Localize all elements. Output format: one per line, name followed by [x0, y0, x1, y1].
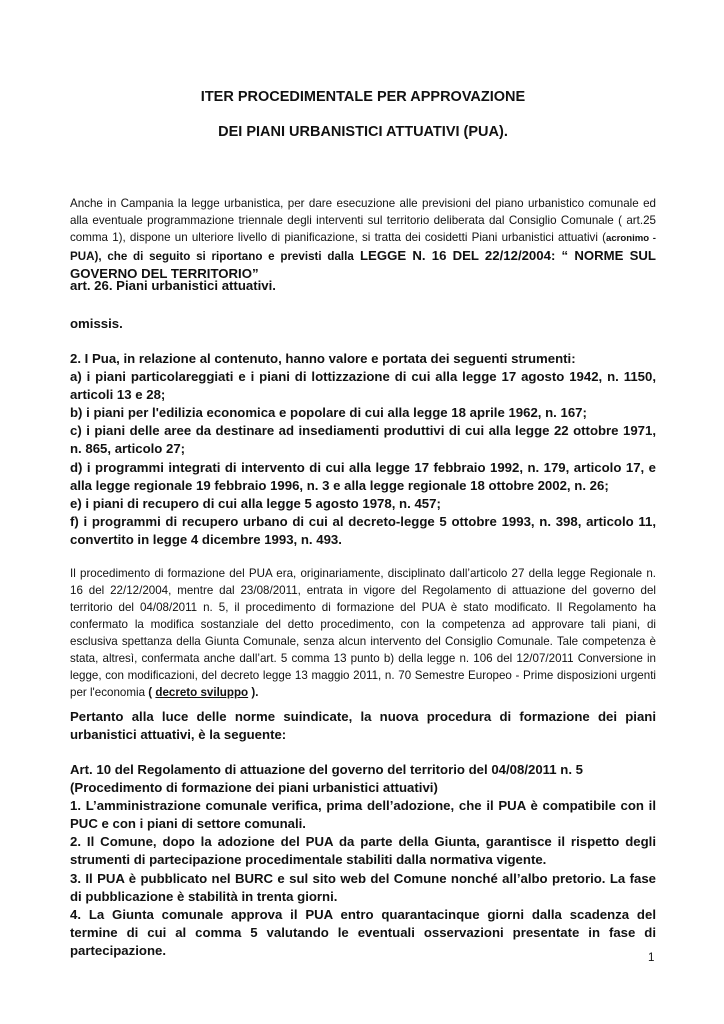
pua-instruments-list [70, 350, 656, 549]
art10-subheading: (Procedimento di formazione dei piani urbanistici attuativi) [70, 780, 438, 796]
page-number: 1 [648, 951, 655, 964]
link-open-paren: ( [148, 686, 156, 699]
link-close-paren: ). [248, 686, 259, 699]
list-item: 3. Il PUA è pubblicato nel BURC e sul sito web del Comune nonché all’albo pretorio. La fase di pubblicazione è stabilità in trenta giorni. [70, 870, 656, 904]
document-title-line2: DEI PIANI URBANISTICI ATTUATIVI (PUA). [218, 124, 508, 140]
intro-paragraph [70, 195, 656, 283]
list-item: 1. L’amministrazione comunale verifica, prima dell’adozione, che il PUA è compatibile con il PUC e con i piani di settore comunali. [70, 798, 656, 832]
intro-legge: LEGGE N. 16 DEL 22/12/2004: “ NORME SUL GOVERNO DEL TERRITORIO” [70, 248, 656, 281]
list-item: f) i programmi di recupero urbano di cui al decreto-legge 5 ottobre 1993, n. 398, articolo 11, convertito in legge 4 dicembre 1993, n. 493. [70, 513, 656, 547]
intro-acronimo: acronimo - [605, 233, 657, 244]
document-page [70, 0, 656, 1024]
procedure-paragraph [70, 565, 656, 701]
omissis-text: omissis. [70, 316, 123, 331]
list-item: d) i programmi integrati di intervento di cui alla legge 17 febbraio 1992, n. 179, articolo 17, e alla legge regionale 19 febbraio 1996, n. 3 e alla legge regionale 18 ottobre 2002, n. 26; [70, 459, 656, 493]
art10-section [70, 761, 656, 960]
art10-heading: Art. 10 del Regolamento di attuazione del governo del territorio del 04/08/2011 n. 5 [70, 762, 583, 777]
intro-pua: PUA), che di seguito si riportano e previsti dalla [70, 250, 354, 263]
decreto-sviluppo-link[interactable]: decreto sviluppo [155, 686, 249, 699]
list-item: 4. La Giunta comunale approva il PUA entro quarantacinque giorni dalla scadenza del termine di cui al comma 5 valutando le eventuali osservazioni presentate in fase di partecipazione. [70, 906, 656, 958]
art26-heading: art. 26. Piani urbanistici attuativi. [70, 278, 276, 293]
list-intro: 2. I Pua, in relazione al contenuto, hanno valore e portata dei seguenti strumenti: [70, 351, 576, 366]
list-item: c) i piani delle aree da destinare ad insediamenti produttivi di cui alla legge 22 ottobre 1971, n. 865, articolo 27; [70, 423, 656, 457]
list-item: 2. Il Comune, dopo la adozione del PUA da parte della Giunta, garantisce il rispetto degli strumenti di partecipazione procedimentale stabiliti dalla normativa vigente. [70, 834, 656, 868]
intro-text: Anche in Campania la legge urbanistica, per dare esecuzione alle previsioni del piano urbanistico comunale ed alla eventuale programmazione triennale degli interventi sul territorio deliberata dal Consiglio Comunale ( art.25 comma 1), dispone un ulteriore livello di pianificazione, si tratta dei cosidetti Piani urbanistici attuativi ( [70, 197, 656, 244]
list-item: a) i piani particolareggiati e i piani di lottizzazione di cui alla legge 17 agosto 1942, n. 1150, articoli 13 e 28; [70, 369, 656, 403]
procedure-text: Il procedimento di formazione del PUA era, originariamente, disciplinato dall’articolo 27 della legge Regionale n. 16 del 22/12/2004, mentre dal 23/08/2011, entrata in vigore del Regolamento di attuazione del governo del territorio del 04/08/2011 n. 5, il procedimento di formazione del PUA è stato modificato. Il Regolamento ha confermato la modifica sostanziale del detto procedimento, con la competenza ad approvare tali piani, di esclusiva spettanza della Giunta Comunale, senza alcun intervento del Consiglio Comunale. Tale competenza è stata, altresì, confermata anche dall’art. 5 comma 13 punto b) della legge n. 106 del 12/07/2011 Conversione in legge, con modificazioni, del decreto legge 13 maggio 2011, n. 70 Semestre Europeo - Prime disposizioni urgenti per l'economia [70, 567, 656, 699]
document-title-line1: ITER PROCEDIMENTALE PER APPROVAZIONE [200, 89, 526, 105]
list-item: b) i piani per l'edilizia economica e popolare di cui alla legge 18 aprile 1962, n. 167; [70, 405, 587, 421]
list-item: e) i piani di recupero di cui alla legge 5 agosto 1978, n. 457; [70, 495, 441, 511]
pertanto-paragraph: Pertanto alla luce delle norme suindicate, la nuova procedura di formazione dei piani urbanistici attuativi, è la seguente: [70, 709, 656, 742]
